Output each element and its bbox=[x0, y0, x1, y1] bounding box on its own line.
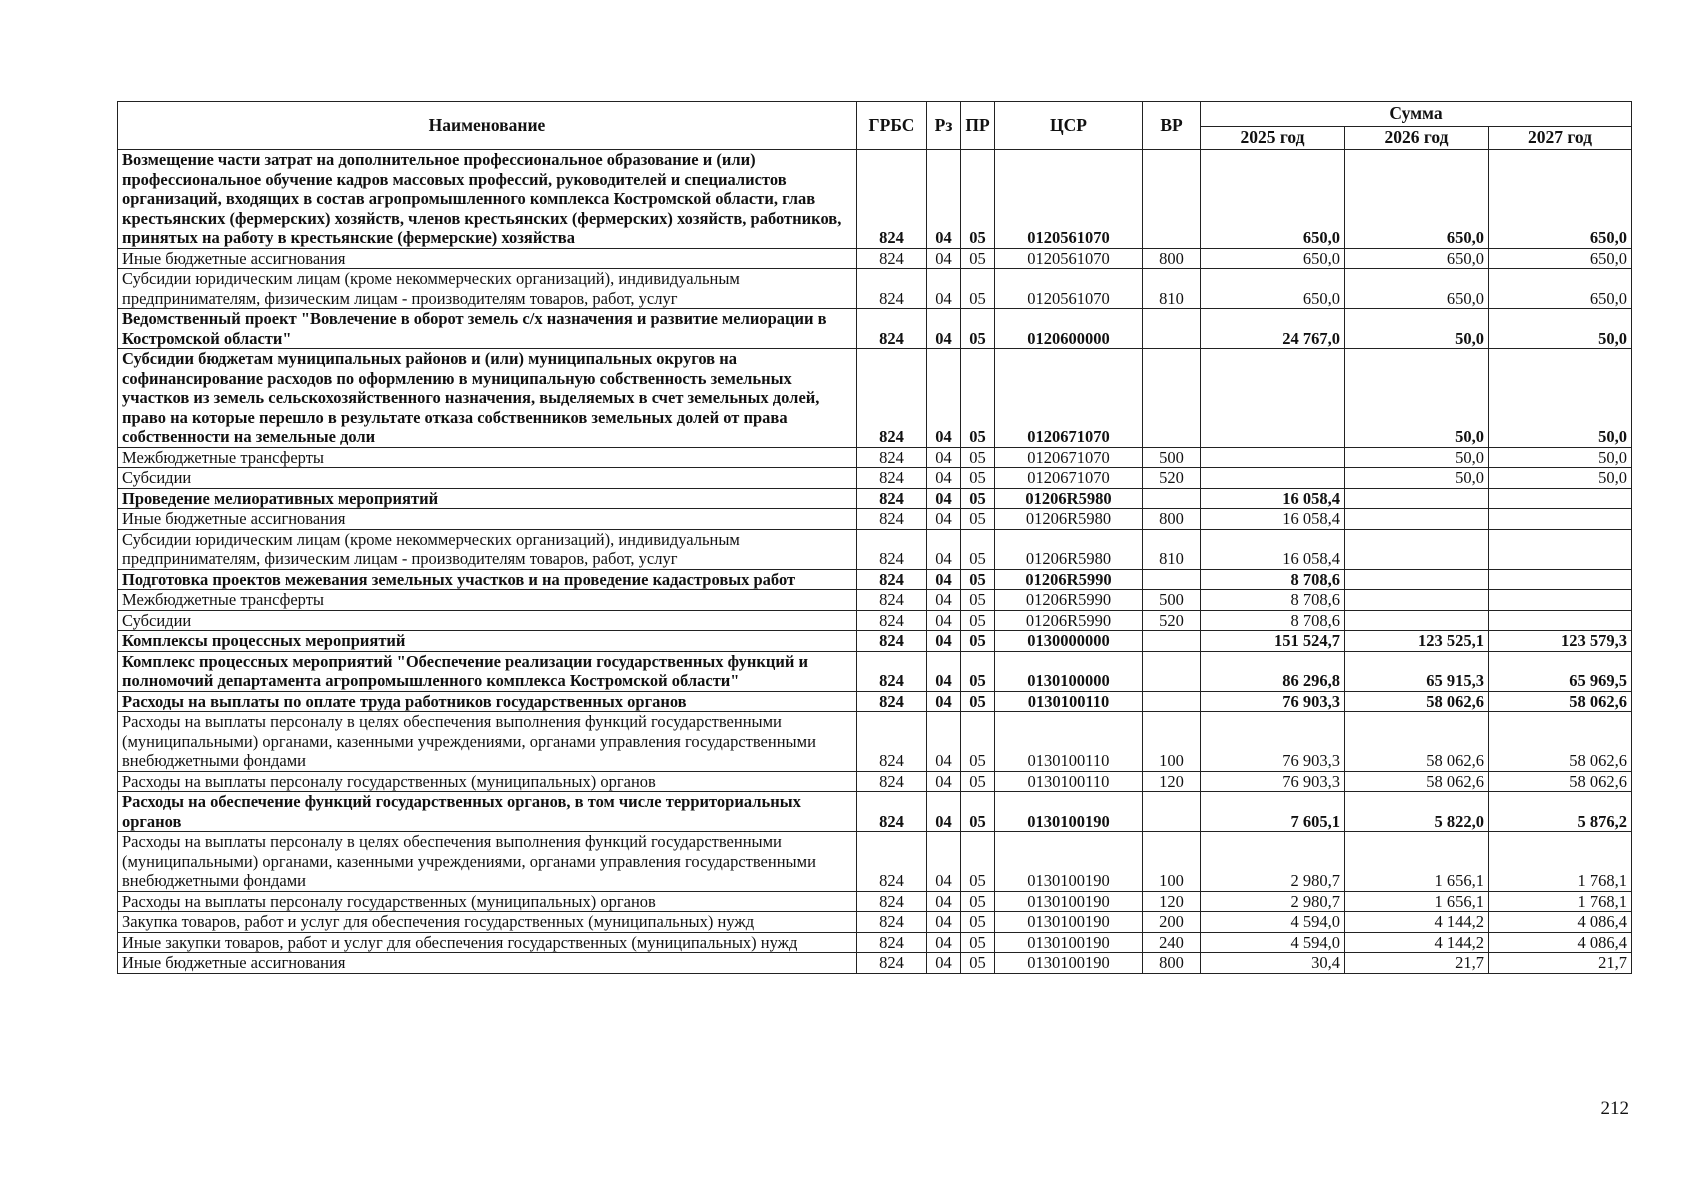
table-row bbox=[118, 610, 1632, 631]
cell-vr: 800 bbox=[1143, 953, 1201, 974]
cell-csr: 0130100110 bbox=[995, 771, 1143, 792]
table-row bbox=[118, 953, 1632, 974]
cell-name: Иные бюджетные ассигнования bbox=[118, 953, 857, 974]
cell-pr: 05 bbox=[961, 150, 995, 249]
cell-2027: 1 768,1 bbox=[1489, 832, 1632, 892]
cell-grbs: 824 bbox=[857, 529, 927, 569]
cell-vr bbox=[1143, 569, 1201, 590]
cell-pr: 05 bbox=[961, 932, 995, 953]
cell-pr: 05 bbox=[961, 610, 995, 631]
cell-2025: 24 767,0 bbox=[1201, 309, 1345, 349]
cell-csr: 0120671070 bbox=[995, 447, 1143, 468]
cell-vr: 520 bbox=[1143, 468, 1201, 489]
cell-vr bbox=[1143, 488, 1201, 509]
cell-csr: 0120561070 bbox=[995, 269, 1143, 309]
cell-2026: 650,0 bbox=[1345, 269, 1489, 309]
cell-2025: 76 903,3 bbox=[1201, 771, 1345, 792]
cell-2026: 58 062,6 bbox=[1345, 771, 1489, 792]
cell-vr: 120 bbox=[1143, 891, 1201, 912]
cell-pr: 05 bbox=[961, 529, 995, 569]
cell-2027: 1 768,1 bbox=[1489, 891, 1632, 912]
table-row bbox=[118, 569, 1632, 590]
cell-pr: 05 bbox=[961, 248, 995, 269]
cell-rz: 04 bbox=[927, 269, 961, 309]
cell-rz: 04 bbox=[927, 912, 961, 933]
page-number: 212 bbox=[1600, 1098, 1629, 1119]
header-year-2026: 2026 год bbox=[1345, 127, 1489, 150]
header-sum: Сумма bbox=[1201, 102, 1632, 127]
cell-name: Субсидии юридическим лицам (кроме некоммерческих организаций), индивидуальным предпринимателям, физическим лицам - производителям товаров, работ, услуг bbox=[118, 269, 857, 309]
cell-pr: 05 bbox=[961, 912, 995, 933]
cell-2025: 8 708,6 bbox=[1201, 590, 1345, 611]
table-row bbox=[118, 771, 1632, 792]
cell-csr: 01206R5990 bbox=[995, 569, 1143, 590]
cell-2025: 2 980,7 bbox=[1201, 832, 1345, 892]
cell-rz: 04 bbox=[927, 891, 961, 912]
cell-csr: 01206R5980 bbox=[995, 488, 1143, 509]
cell-pr: 05 bbox=[961, 891, 995, 912]
cell-2027: 58 062,6 bbox=[1489, 712, 1632, 772]
cell-name: Расходы на выплаты персоналу в целях обеспечения выполнения функций государственными (муниципальными) органами, казенными учреждениями, органами управления государственными внебюджетными фондами bbox=[118, 712, 857, 772]
cell-rz: 04 bbox=[927, 932, 961, 953]
cell-vr: 800 bbox=[1143, 509, 1201, 530]
cell-2026 bbox=[1345, 590, 1489, 611]
cell-pr: 05 bbox=[961, 631, 995, 652]
table-row bbox=[118, 468, 1632, 489]
cell-vr: 810 bbox=[1143, 529, 1201, 569]
cell-vr: 120 bbox=[1143, 771, 1201, 792]
cell-csr: 0130100190 bbox=[995, 832, 1143, 892]
table-row bbox=[118, 792, 1632, 832]
cell-grbs: 824 bbox=[857, 447, 927, 468]
cell-2027: 50,0 bbox=[1489, 349, 1632, 448]
cell-pr: 05 bbox=[961, 569, 995, 590]
table-row bbox=[118, 150, 1632, 249]
cell-2027: 650,0 bbox=[1489, 269, 1632, 309]
cell-2026: 4 144,2 bbox=[1345, 912, 1489, 933]
cell-2025: 4 594,0 bbox=[1201, 932, 1345, 953]
cell-grbs: 824 bbox=[857, 349, 927, 448]
cell-rz: 04 bbox=[927, 792, 961, 832]
table-row bbox=[118, 349, 1632, 448]
cell-csr: 0130000000 bbox=[995, 631, 1143, 652]
table-row bbox=[118, 631, 1632, 652]
cell-name: Расходы на выплаты по оплате труда работников государственных органов bbox=[118, 691, 857, 712]
cell-rz: 04 bbox=[927, 488, 961, 509]
cell-vr: 500 bbox=[1143, 590, 1201, 611]
cell-vr: 100 bbox=[1143, 832, 1201, 892]
table-row bbox=[118, 691, 1632, 712]
cell-name: Межбюджетные трансферты bbox=[118, 447, 857, 468]
cell-name: Субсидии бюджетам муниципальных районов и (или) муниципальных округов на софинансирование расходов по оформлению в муниципальную собственность земельных участков из земель сельскохозяйственного назначения, выделяемых в счет земельных долей, право на которые перешло в результате отказа собственников земельных долей от права собственности на земельные доли bbox=[118, 349, 857, 448]
cell-pr: 05 bbox=[961, 651, 995, 691]
table-row bbox=[118, 891, 1632, 912]
cell-2027: 21,7 bbox=[1489, 953, 1632, 974]
cell-2026: 50,0 bbox=[1345, 447, 1489, 468]
cell-csr: 01206R5980 bbox=[995, 509, 1143, 530]
cell-csr: 0130100110 bbox=[995, 712, 1143, 772]
cell-2027 bbox=[1489, 569, 1632, 590]
cell-csr: 01206R5990 bbox=[995, 610, 1143, 631]
cell-rz: 04 bbox=[927, 691, 961, 712]
cell-2025: 4 594,0 bbox=[1201, 912, 1345, 933]
cell-2025 bbox=[1201, 349, 1345, 448]
cell-vr bbox=[1143, 150, 1201, 249]
cell-2026 bbox=[1345, 610, 1489, 631]
cell-pr: 05 bbox=[961, 349, 995, 448]
cell-vr: 810 bbox=[1143, 269, 1201, 309]
cell-2027: 50,0 bbox=[1489, 309, 1632, 349]
cell-vr: 500 bbox=[1143, 447, 1201, 468]
cell-name: Расходы на выплаты персоналу в целях обеспечения выполнения функций государственными (муниципальными) органами, казенными учреждениями, органами управления государственными внебюджетными фондами bbox=[118, 832, 857, 892]
cell-name: Расходы на выплаты персоналу государственных (муниципальных) органов bbox=[118, 771, 857, 792]
cell-2026: 1 656,1 bbox=[1345, 891, 1489, 912]
cell-2025: 650,0 bbox=[1201, 248, 1345, 269]
cell-2025: 16 058,4 bbox=[1201, 488, 1345, 509]
cell-2025 bbox=[1201, 447, 1345, 468]
cell-pr: 05 bbox=[961, 832, 995, 892]
cell-csr: 0120561070 bbox=[995, 150, 1143, 249]
cell-name: Иные бюджетные ассигнования bbox=[118, 248, 857, 269]
cell-2026: 21,7 bbox=[1345, 953, 1489, 974]
cell-rz: 04 bbox=[927, 468, 961, 489]
cell-grbs: 824 bbox=[857, 569, 927, 590]
table-row bbox=[118, 488, 1632, 509]
cell-2026: 50,0 bbox=[1345, 309, 1489, 349]
cell-2026: 1 656,1 bbox=[1345, 832, 1489, 892]
table-body bbox=[118, 150, 1632, 974]
cell-2027: 58 062,6 bbox=[1489, 691, 1632, 712]
cell-vr bbox=[1143, 691, 1201, 712]
cell-2026: 650,0 bbox=[1345, 248, 1489, 269]
cell-name: Возмещение части затрат на дополнительное профессиональное образование и (или) профессиональное обучение кадров массовых профессий, руководителей и специалистов организаций, входящих в состав агропромышленного комплекса Костромской области, глав крестьянских (фермерских) хозяйств, членов крестьянских (фермерских) хозяйств, работников, принятых на работу в крестьянские (фермерские) хозяйства bbox=[118, 150, 857, 249]
cell-csr: 0130100190 bbox=[995, 932, 1143, 953]
cell-2025: 650,0 bbox=[1201, 150, 1345, 249]
cell-rz: 04 bbox=[927, 150, 961, 249]
cell-name: Иные закупки товаров, работ и услуг для обеспечения государственных (муниципальных) нужд bbox=[118, 932, 857, 953]
cell-pr: 05 bbox=[961, 771, 995, 792]
cell-grbs: 824 bbox=[857, 771, 927, 792]
cell-csr: 0130100110 bbox=[995, 691, 1143, 712]
cell-name: Расходы на обеспечение функций государственных органов, в том числе территориальных органов bbox=[118, 792, 857, 832]
cell-2026: 58 062,6 bbox=[1345, 691, 1489, 712]
cell-csr: 0130100190 bbox=[995, 953, 1143, 974]
cell-2025: 76 903,3 bbox=[1201, 712, 1345, 772]
cell-2025: 151 524,7 bbox=[1201, 631, 1345, 652]
cell-grbs: 824 bbox=[857, 488, 927, 509]
cell-grbs: 824 bbox=[857, 269, 927, 309]
cell-rz: 04 bbox=[927, 832, 961, 892]
cell-vr bbox=[1143, 349, 1201, 448]
cell-name: Ведомственный проект "Вовлечение в оборот земель с/х назначения и развитие мелиорации в Костромской области" bbox=[118, 309, 857, 349]
cell-grbs: 824 bbox=[857, 468, 927, 489]
cell-vr: 800 bbox=[1143, 248, 1201, 269]
cell-2026: 58 062,6 bbox=[1345, 712, 1489, 772]
cell-2026 bbox=[1345, 569, 1489, 590]
cell-rz: 04 bbox=[927, 610, 961, 631]
cell-vr bbox=[1143, 631, 1201, 652]
cell-grbs: 824 bbox=[857, 953, 927, 974]
cell-2026: 50,0 bbox=[1345, 468, 1489, 489]
cell-csr: 0130100190 bbox=[995, 792, 1143, 832]
budget-table bbox=[117, 101, 1632, 974]
cell-name: Иные бюджетные ассигнования bbox=[118, 509, 857, 530]
cell-grbs: 824 bbox=[857, 912, 927, 933]
cell-pr: 05 bbox=[961, 712, 995, 772]
cell-2027 bbox=[1489, 610, 1632, 631]
table-row bbox=[118, 651, 1632, 691]
table-row bbox=[118, 832, 1632, 892]
cell-pr: 05 bbox=[961, 509, 995, 530]
table-row bbox=[118, 529, 1632, 569]
cell-2027 bbox=[1489, 590, 1632, 611]
cell-name: Комплексы процессных мероприятий bbox=[118, 631, 857, 652]
cell-grbs: 824 bbox=[857, 712, 927, 772]
cell-2025: 86 296,8 bbox=[1201, 651, 1345, 691]
cell-grbs: 824 bbox=[857, 832, 927, 892]
cell-name: Субсидии bbox=[118, 468, 857, 489]
cell-2027: 50,0 bbox=[1489, 468, 1632, 489]
cell-2027: 4 086,4 bbox=[1489, 912, 1632, 933]
cell-rz: 04 bbox=[927, 631, 961, 652]
cell-csr: 0120600000 bbox=[995, 309, 1143, 349]
cell-pr: 05 bbox=[961, 488, 995, 509]
table-row bbox=[118, 932, 1632, 953]
cell-2026 bbox=[1345, 509, 1489, 530]
cell-2027: 5 876,2 bbox=[1489, 792, 1632, 832]
cell-csr: 0130100190 bbox=[995, 891, 1143, 912]
cell-name: Закупка товаров, работ и услуг для обеспечения государственных (муниципальных) нужд bbox=[118, 912, 857, 933]
cell-2025: 7 605,1 bbox=[1201, 792, 1345, 832]
cell-csr: 01206R5990 bbox=[995, 590, 1143, 611]
cell-rz: 04 bbox=[927, 309, 961, 349]
cell-pr: 05 bbox=[961, 468, 995, 489]
cell-vr: 520 bbox=[1143, 610, 1201, 631]
cell-csr: 01206R5980 bbox=[995, 529, 1143, 569]
cell-grbs: 824 bbox=[857, 631, 927, 652]
cell-grbs: 824 bbox=[857, 932, 927, 953]
cell-2026: 5 822,0 bbox=[1345, 792, 1489, 832]
table-row bbox=[118, 590, 1632, 611]
cell-2027: 50,0 bbox=[1489, 447, 1632, 468]
cell-rz: 04 bbox=[927, 248, 961, 269]
header-year-2027: 2027 год bbox=[1489, 127, 1632, 150]
cell-2027 bbox=[1489, 488, 1632, 509]
cell-csr: 0120671070 bbox=[995, 468, 1143, 489]
cell-2026: 123 525,1 bbox=[1345, 631, 1489, 652]
cell-2027: 65 969,5 bbox=[1489, 651, 1632, 691]
cell-name: Комплекс процессных мероприятий "Обеспечение реализации государственных функций и полномочий департамента агропромышленного комплекса Костромской области" bbox=[118, 651, 857, 691]
cell-2025: 650,0 bbox=[1201, 269, 1345, 309]
cell-vr: 100 bbox=[1143, 712, 1201, 772]
table-row bbox=[118, 912, 1632, 933]
cell-name: Расходы на выплаты персоналу государственных (муниципальных) органов bbox=[118, 891, 857, 912]
header-year-2025: 2025 год bbox=[1201, 127, 1345, 150]
cell-rz: 04 bbox=[927, 590, 961, 611]
cell-grbs: 824 bbox=[857, 792, 927, 832]
table-row bbox=[118, 248, 1632, 269]
cell-vr bbox=[1143, 792, 1201, 832]
cell-2026: 50,0 bbox=[1345, 349, 1489, 448]
cell-grbs: 824 bbox=[857, 150, 927, 249]
header-name: Наименование bbox=[118, 102, 857, 150]
cell-rz: 04 bbox=[927, 569, 961, 590]
cell-vr bbox=[1143, 651, 1201, 691]
cell-2025: 16 058,4 bbox=[1201, 509, 1345, 530]
header-vr: ВР bbox=[1143, 102, 1201, 150]
cell-rz: 04 bbox=[927, 447, 961, 468]
cell-2025: 2 980,7 bbox=[1201, 891, 1345, 912]
cell-rz: 04 bbox=[927, 712, 961, 772]
cell-pr: 05 bbox=[961, 792, 995, 832]
header-pr: ПР bbox=[961, 102, 995, 150]
cell-vr: 240 bbox=[1143, 932, 1201, 953]
cell-grbs: 824 bbox=[857, 509, 927, 530]
cell-2027 bbox=[1489, 529, 1632, 569]
cell-grbs: 824 bbox=[857, 651, 927, 691]
cell-name: Подготовка проектов межевания земельных участков и на проведение кадастровых работ bbox=[118, 569, 857, 590]
cell-2025: 76 903,3 bbox=[1201, 691, 1345, 712]
cell-name: Проведение мелиоративных мероприятий bbox=[118, 488, 857, 509]
cell-2027: 58 062,6 bbox=[1489, 771, 1632, 792]
cell-pr: 05 bbox=[961, 691, 995, 712]
cell-name: Субсидии юридическим лицам (кроме некоммерческих организаций), индивидуальным предпринимателям, физическим лицам - производителям товаров, работ, услуг bbox=[118, 529, 857, 569]
cell-grbs: 824 bbox=[857, 590, 927, 611]
cell-2027 bbox=[1489, 509, 1632, 530]
cell-rz: 04 bbox=[927, 529, 961, 569]
cell-2025 bbox=[1201, 468, 1345, 489]
cell-grbs: 824 bbox=[857, 891, 927, 912]
cell-csr: 0130100000 bbox=[995, 651, 1143, 691]
table-row bbox=[118, 509, 1632, 530]
table-row bbox=[118, 447, 1632, 468]
cell-rz: 04 bbox=[927, 509, 961, 530]
cell-2025: 8 708,6 bbox=[1201, 610, 1345, 631]
cell-name: Субсидии bbox=[118, 610, 857, 631]
cell-rz: 04 bbox=[927, 349, 961, 448]
header-csr: ЦСР bbox=[995, 102, 1143, 150]
cell-grbs: 824 bbox=[857, 309, 927, 349]
cell-pr: 05 bbox=[961, 590, 995, 611]
cell-grbs: 824 bbox=[857, 691, 927, 712]
cell-rz: 04 bbox=[927, 953, 961, 974]
cell-2026 bbox=[1345, 529, 1489, 569]
cell-rz: 04 bbox=[927, 771, 961, 792]
table-row bbox=[118, 269, 1632, 309]
cell-pr: 05 bbox=[961, 269, 995, 309]
cell-2027: 650,0 bbox=[1489, 248, 1632, 269]
cell-grbs: 824 bbox=[857, 610, 927, 631]
cell-2026: 650,0 bbox=[1345, 150, 1489, 249]
cell-2026: 4 144,2 bbox=[1345, 932, 1489, 953]
cell-2025: 8 708,6 bbox=[1201, 569, 1345, 590]
cell-2027: 123 579,3 bbox=[1489, 631, 1632, 652]
header-rz: Рз bbox=[927, 102, 961, 150]
table-row bbox=[118, 712, 1632, 772]
cell-2027: 4 086,4 bbox=[1489, 932, 1632, 953]
cell-2025: 16 058,4 bbox=[1201, 529, 1345, 569]
table-header bbox=[118, 102, 1632, 150]
cell-pr: 05 bbox=[961, 309, 995, 349]
header-grbs: ГРБС bbox=[857, 102, 927, 150]
cell-2026: 65 915,3 bbox=[1345, 651, 1489, 691]
budget-sheet bbox=[117, 101, 1631, 974]
table-row bbox=[118, 309, 1632, 349]
cell-pr: 05 bbox=[961, 953, 995, 974]
cell-csr: 0120671070 bbox=[995, 349, 1143, 448]
cell-2026 bbox=[1345, 488, 1489, 509]
cell-grbs: 824 bbox=[857, 248, 927, 269]
cell-2027: 650,0 bbox=[1489, 150, 1632, 249]
cell-vr bbox=[1143, 309, 1201, 349]
cell-2025: 30,4 bbox=[1201, 953, 1345, 974]
cell-rz: 04 bbox=[927, 651, 961, 691]
cell-pr: 05 bbox=[961, 447, 995, 468]
cell-vr: 200 bbox=[1143, 912, 1201, 933]
cell-csr: 0120561070 bbox=[995, 248, 1143, 269]
cell-name: Межбюджетные трансферты bbox=[118, 590, 857, 611]
cell-csr: 0130100190 bbox=[995, 912, 1143, 933]
